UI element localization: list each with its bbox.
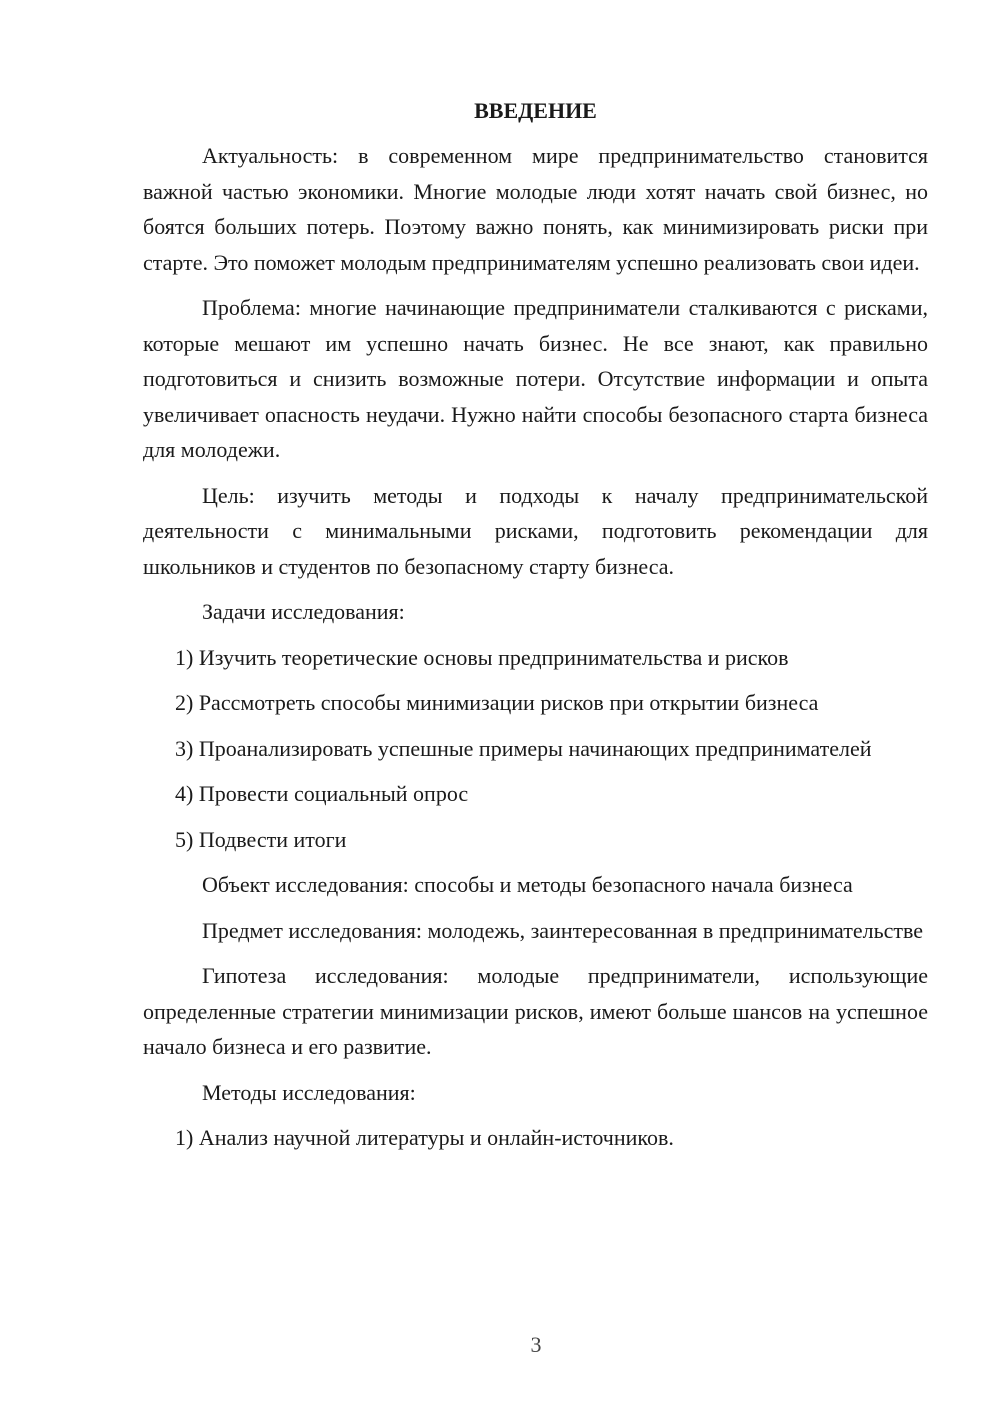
tasks-heading: Задачи исследования: bbox=[202, 599, 405, 624]
page-number: 3 bbox=[530, 1332, 542, 1357]
method-item-1: 1) Анализ научной литературы и онлайн-источников. bbox=[175, 1125, 674, 1150]
paragraph-object: Объект исследования: способы и методы безопасного начала бизнеса bbox=[202, 872, 853, 897]
task-item-5: 5) Подвести итоги bbox=[175, 826, 347, 852]
paragraph-relevance: Актуальность: в современном мире предпринимательство становится важной частью экономики. Многие молодые люди хотят начать свой бизнес, но боятся больших потерь. Поэтому важно понять, как минимизировать риски при старте. Это поможет молодым предпринимателям успешно реализовать свои идеи. bbox=[143, 143, 928, 275]
task-item-2: 2) Рассмотреть способы минимизации рисков при открытии бизнеса bbox=[175, 690, 819, 715]
paragraph-problem: Проблема: многие начинающие предприниматели сталкиваются с рисками, которые мешают им успешно начать бизнес. Не все знают, как правильно подготовиться и снизить возможные потери. Отсутствие информации и опыта увеличивает опасность неудачи. Нужно найти способы безопасного старта бизнеса для молодежи. bbox=[143, 295, 928, 462]
methods-heading: Методы исследования: bbox=[202, 1079, 416, 1105]
task-item-1: 1) Изучить теоретические основы предпринимательства и рисков bbox=[175, 644, 789, 670]
task-item-4: 4) Провести социальный опрос bbox=[175, 781, 469, 806]
paragraph-hypothesis: Гипотеза исследования: молодые предприниматели, использующие определенные стратегии минимизации рисков, имеют больше шансов на успешное начало бизнеса и его развитие. bbox=[143, 963, 928, 1059]
paragraph-goal: Цель: изучить методы и подходы к началу предпринимательской деятельности с минимальными рисками, подготовить рекомендации для школьников и студентов по безопасному старту бизнеса. bbox=[143, 482, 928, 579]
paragraph-subject: Предмет исследования: молодежь, заинтересованная в предпринимательстве bbox=[202, 917, 924, 943]
document-page bbox=[143, 96, 928, 1166]
task-item-3: 3) Проанализировать успешные примеры начинающих предпринимателей bbox=[175, 735, 872, 761]
section-title: ВВЕДЕНИЕ bbox=[474, 98, 597, 123]
